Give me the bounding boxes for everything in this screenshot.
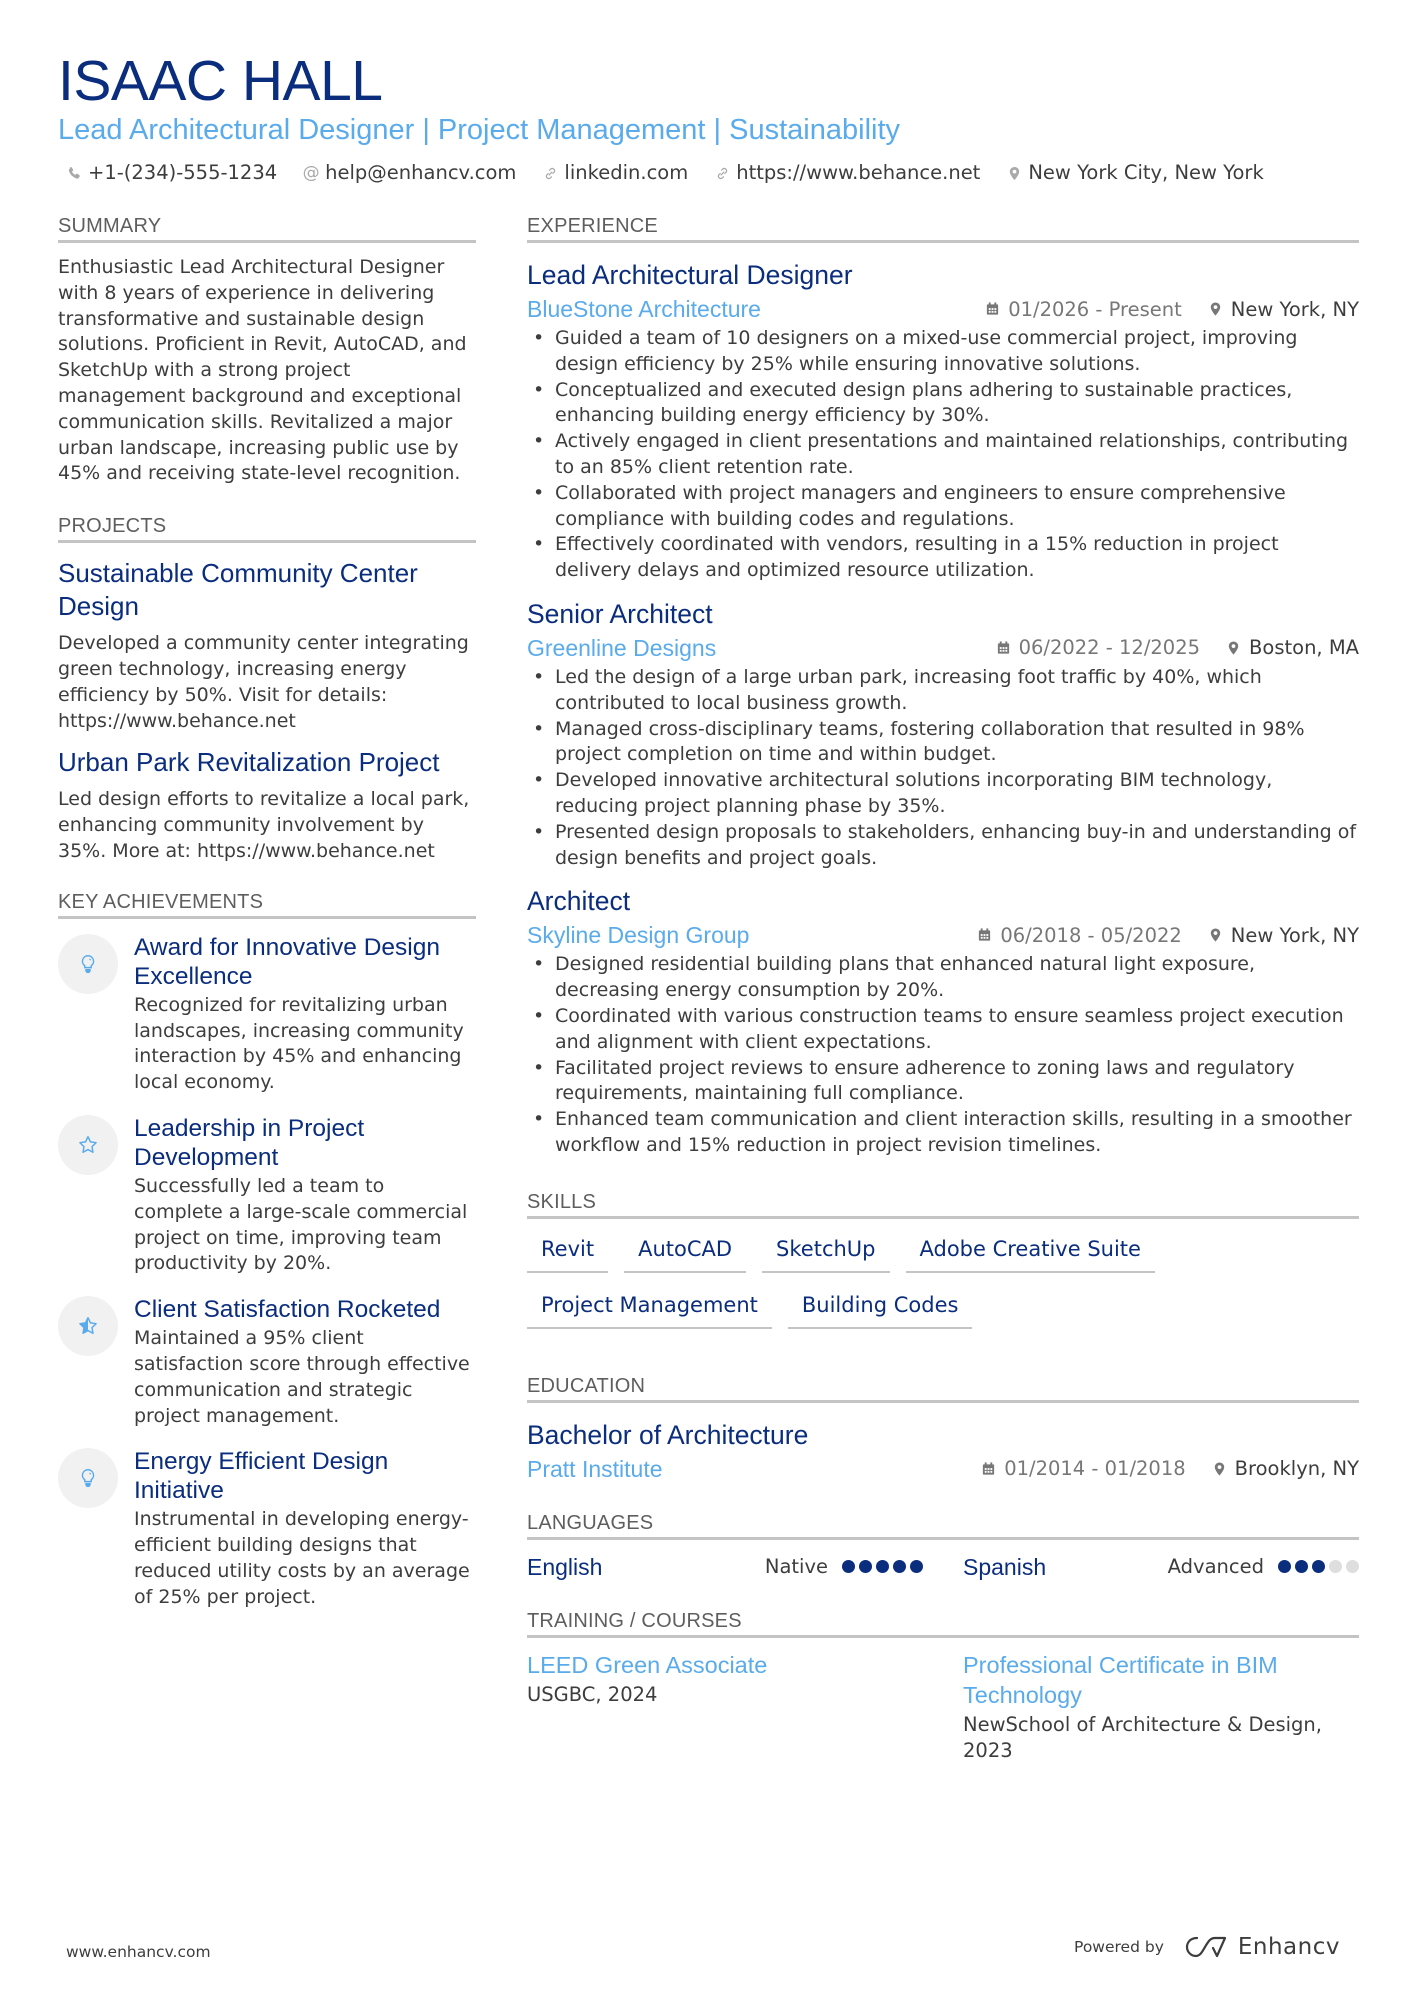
job-bullet: • Coordinated with various construction teams to ensure seamless project execution and alignment with client expectations. [527,1004,1359,1056]
section-title-languages: LANGUAGES [527,1511,654,1534]
job-bullet: • Enhanced team communication and client interaction skills, resulting in a smoother workflow and 15% reduction in project revision timelines. [527,1107,1359,1159]
project-title: Sustainable Community Center Design [58,558,418,622]
section-title-achievements: KEY ACHIEVEMENTS [58,890,264,913]
project-description: Led design efforts to revitalize a local park, enhancing community involvement by 35%. More at: https://www.behance.net [58,788,470,862]
job-bullet: • Actively engaged in client presentations and maintained relationships, contributing to an 85% client retention rate. [527,429,1359,481]
achievement-description: Instrumental in developing energy-efficient building designs that reduced utility costs by an average of 25% per project. [134,1508,470,1608]
rating-dot-filled [859,1560,872,1573]
education-location-text: Brooklyn, NY [1234,1457,1359,1481]
section-title-projects: PROJECTS [58,515,167,538]
job-dates-text: 06/2018 - 05/2022 [1000,923,1182,947]
education-section [527,1373,1359,1484]
calendar-icon [985,301,1000,317]
education-dates-text: 01/2014 - 01/2018 [1004,1457,1186,1481]
powered-by-label: Powered by [1074,1938,1164,1956]
candidate-headline: Lead Architectural Designer | Project Management | Sustainability [58,114,901,146]
left-column [58,213,476,1629]
calendar-icon [996,640,1011,656]
location-pin-icon [1226,640,1241,656]
section-divider [527,1537,1359,1540]
calendar-icon [981,1461,996,1477]
school-name: Pratt Institute [527,1455,663,1482]
skill-tag: Project Management [527,1287,772,1329]
education-dates [981,1457,1185,1480]
link-icon [542,166,558,181]
achievement-description: Recognized for revitalizing urban landscapes, increasing community interaction by 45% and enhancing local economy. [134,993,464,1094]
footer-website-link[interactable]: www.enhancv.com [66,1943,211,1961]
project-title: Urban Park Revitalization Project [58,747,440,778]
calendar-icon [977,927,992,943]
experience-section [527,213,1359,1159]
job-entry [527,883,1359,1158]
project-item [58,746,476,864]
job-location [1208,924,1359,947]
candidate-name: ISAAC HALL [58,49,383,113]
enhancv-logo-icon [1184,1934,1228,1960]
summary-text: Enthusiastic Lead Architectural Designer with 8 years of experience in delivering transformative and sustainable design solutions. Proficient in Revit, AutoCAD, and SketchUp with a strong project management background and exceptional communication skills. Revitalized a major urban landscape, increasing public use by 45% and receiving state-level recognition. [58,256,467,485]
rating-dot-empty [1329,1560,1342,1573]
link-icon [714,166,730,181]
section-divider [527,1400,1359,1403]
contact-linkedin[interactable] [542,160,688,186]
job-dates-text: 01/2026 - Present [1008,297,1182,321]
company-name: Greenline Designs [527,634,717,661]
achievement-item [58,933,476,1096]
lightbulb-icon [58,934,118,994]
course-item [527,1650,963,1764]
job-entry [527,596,1359,871]
course-title: Professional Certificate in BIM Technology [963,1651,1278,1708]
section-divider [527,1216,1359,1219]
degree-title: Bachelor of Architecture [527,1419,809,1450]
job-location [1208,298,1359,321]
job-location-text: Boston, MA [1249,636,1359,660]
skill-tag: Revit [527,1231,608,1273]
contact-location-text: New York City, New York [1028,161,1264,184]
job-bullet: • Conceptualized and executed design plans adhering to sustainable practices, enhancing building energy efficiency by 30%. [527,378,1359,430]
training-section [527,1608,1359,1764]
rating-dot-filled [842,1560,855,1573]
location-pin-icon [1208,927,1223,943]
language-item [527,1552,963,1582]
rating-dot-filled [1278,1560,1291,1573]
rating-dot-empty [1346,1560,1359,1573]
language-name: Spanish [963,1553,1047,1580]
job-entry [527,257,1359,584]
job-dates-text: 06/2022 - 12/2025 [1018,636,1201,660]
company-name: Skyline Design Group [527,922,750,949]
rating-dot-filled [1295,1560,1308,1573]
achievement-item [58,1295,476,1429]
location-pin-icon [1208,301,1223,317]
job-location-text: New York, NY [1230,297,1359,321]
at-icon: @ [302,163,320,183]
job-title: Senior Architect [527,598,713,629]
job-title: Architect [527,886,631,917]
lightbulb-icon [58,1448,118,1508]
summary-section [58,213,476,487]
skill-tag: AutoCAD [624,1231,746,1273]
job-bullets [527,326,1359,584]
job-location-text: New York, NY [1230,923,1359,947]
footer-branding[interactable] [1074,1934,1340,1960]
project-item [58,557,476,734]
phone-icon [66,166,82,181]
projects-section [58,513,476,865]
job-bullet: • Collaborated with project managers and engineers to ensure comprehensive compliance with building codes and regulations. [527,481,1359,533]
job-bullet: • Managed cross-disciplinary teams, fostering collaboration that resulted in 98% project completion on time and within budget. [527,717,1359,769]
job-bullet: • Facilitated project reviews to ensure adherence to zoning laws and regulatory requirements, maintaining full compliance. [527,1056,1359,1108]
section-title-skills: SKILLS [527,1190,597,1213]
contact-linkedin-text: linkedin.com [564,161,689,184]
skill-tag: SketchUp [762,1231,889,1273]
resume-header [58,48,1358,186]
language-level: Advanced [1167,1555,1264,1579]
location-pin-icon [1006,166,1022,181]
contact-behance[interactable] [714,160,980,186]
job-dates [996,636,1200,659]
job-location [1226,636,1359,659]
star-half-icon [58,1296,118,1356]
course-item [963,1650,1359,1764]
section-divider [58,240,476,243]
star-outline-icon [58,1115,118,1175]
job-bullet: • Guided a team of 10 designers on a mixed-use commercial project, improving design efficiency by 25% while ensuring innovative solutions. [527,326,1359,378]
section-divider [58,540,476,543]
section-divider [527,240,1359,243]
contact-behance-text: https://www.behance.net [736,161,981,184]
section-title-training: TRAINING / COURSES [527,1609,742,1632]
course-provider: USGBC, 2024 [527,1682,658,1706]
skills-list [527,1231,1359,1329]
section-title-summary: SUMMARY [58,215,162,237]
section-title-education: EDUCATION [527,1374,646,1397]
achievement-description: Maintained a 95% client satisfaction score through effective communication and strategic project management. [134,1327,470,1427]
achievements-section [58,889,476,1611]
job-dates [985,298,1182,321]
job-bullet: • Led the design of a large urban park, increasing foot traffic by 40%, which contributed to local business growth. [527,665,1359,717]
language-level: Native [764,1555,828,1579]
course-title: LEED Green Associate [527,1651,768,1678]
section-divider [527,1635,1359,1638]
project-description: Developed a community center integrating green technology, increasing energy efficiency by 50%. Visit for details: https://www.behance.net [58,632,469,732]
language-name: English [527,1553,603,1580]
course-provider: NewSchool of Architecture & Design, 2023 [963,1712,1322,1762]
achievement-title: Leadership in Project Development [134,1114,365,1171]
rating-dot-filled [876,1560,889,1573]
contact-email-text: help@enhancv.com [325,161,517,184]
rating-dot-filled [1312,1560,1325,1573]
achievement-title: Client Satisfaction Rocketed [134,1296,441,1324]
contact-phone-text: +1-(234)-555-1234 [88,161,278,184]
section-title-experience: EXPERIENCE [527,215,658,237]
language-rating [842,1560,923,1573]
contact-phone[interactable] [66,160,277,186]
contact-location [1006,160,1263,186]
language-item [963,1552,1359,1582]
company-name: BlueStone Architecture [527,296,761,322]
job-bullet: • Developed innovative architectural solutions incorporating BIM technology, reducing project planning phase by 35%. [527,768,1359,820]
contact-email[interactable] [303,160,516,186]
achievement-item [58,1447,476,1610]
job-bullets [527,952,1359,1158]
job-bullets [527,665,1359,871]
job-dates [977,924,1181,947]
brand-name: Enhancv [1237,1934,1340,1960]
rating-dot-filled [893,1560,906,1573]
language-rating [1278,1560,1359,1573]
job-bullet: • Designed residential building plans that enhanced natural light exposure, decreasing energy consumption by 20%. [527,952,1359,1004]
location-pin-icon [1212,1461,1227,1477]
languages-section [527,1510,1359,1582]
achievement-title: Energy Efficient Design Initiative [134,1448,389,1505]
education-location [1212,1457,1359,1480]
right-column [527,213,1359,1764]
contact-row [58,160,1358,186]
enhancv-logo [1184,1934,1340,1960]
job-bullet: • Presented design proposals to stakeholders, enhancing buy-in and understanding of design benefits and project goals. [527,820,1359,872]
job-title: Lead Architectural Designer [527,260,853,290]
job-bullet: • Effectively coordinated with vendors, resulting in a 15% reduction in project delivery delays and optimized resource utilization. [527,532,1359,584]
achievement-title: Award for Innovative Design Excellence [134,933,440,990]
achievement-description: Successfully led a team to complete a large-scale commercial project on time, improving team productivity by 20%. [134,1174,468,1275]
skill-tag: Adobe Creative Suite [906,1231,1155,1273]
section-divider [58,916,476,919]
achievement-item [58,1114,476,1277]
skills-section [527,1189,1359,1329]
skill-tag: Building Codes [788,1287,973,1329]
rating-dot-filled [910,1560,923,1573]
